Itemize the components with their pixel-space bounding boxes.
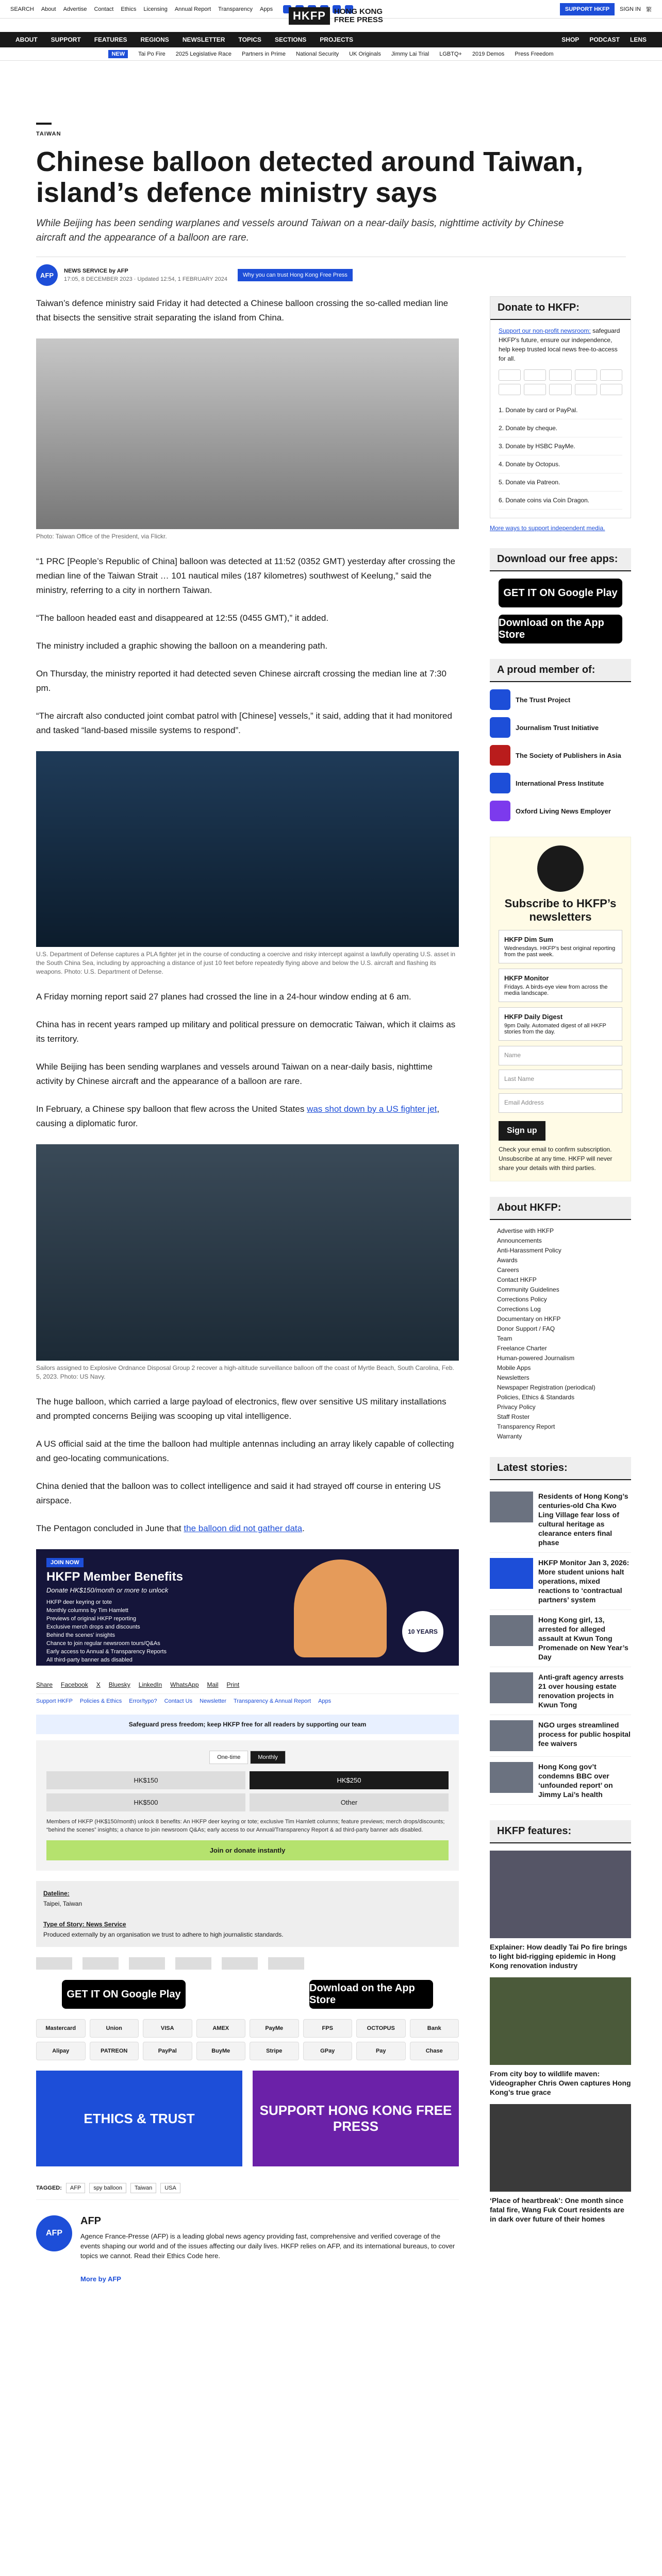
article-category[interactable]: TAIWAN bbox=[36, 131, 61, 137]
member-logo[interactable]: The Society of Publishers in Asia bbox=[490, 745, 631, 766]
paragraph: Taiwan’s defence ministry said Friday it had detected a Chinese balloon crossing the so-called median line that bisects the sensitive strait separating the island from China. bbox=[36, 298, 449, 323]
author-avatar[interactable]: AFP bbox=[36, 264, 58, 286]
info-link[interactable]: Contact Us bbox=[164, 1698, 193, 1704]
newsletter-heading: Subscribe to HKFP’s newsletters bbox=[504, 897, 617, 923]
share-bluesky[interactable]: Bluesky bbox=[108, 1681, 130, 1688]
signin-link[interactable]: SIGN IN bbox=[620, 6, 641, 12]
site-logo[interactable]: HKFP HONG KONG FREE PRESS bbox=[289, 0, 383, 32]
main-nav bbox=[0, 32, 662, 47]
author-box bbox=[36, 2215, 459, 2297]
trending-link[interactable]: Jimmy Lai Trial bbox=[391, 50, 429, 57]
google-play-button[interactable]: GET IT ON Google Play bbox=[499, 579, 622, 607]
anniversary-badge: 10 YEARS bbox=[402, 1611, 443, 1652]
payment-logo[interactable]: Union bbox=[90, 2019, 139, 2038]
app-store-button[interactable]: Download on the App Store bbox=[309, 1980, 433, 2009]
apps-heading: Download our free apps: bbox=[490, 548, 631, 571]
paragraph: The ministry included a graphic showing the balloon on a meandering path. bbox=[36, 641, 328, 651]
about-list: Advertise with HKFP Announcements Anti-Harassment Policy Awards Careers Contact HKFP Community Guidelines Corrections Policy Corrections Log Documentary on HKFP Donor Support / FAQ Team Freelance Charter Human-powered Journalism Mobile Apps Newsletters Newspaper Registration (periodical) Policies, Ethics & Standards Privacy Policy Staff Roster Transparency Report Warranty bbox=[497, 1227, 595, 1440]
feature-image[interactable] bbox=[490, 1851, 631, 1938]
feature-image[interactable] bbox=[490, 1977, 631, 2065]
newsletter-option[interactable]: HKFP Daily Digest 9pm Daily. Automated digest of all HKFP stories from the day. bbox=[499, 1007, 622, 1041]
paragraph: A US official said at the time the balloon had multiple antennas including an array likely capable of collecting and geo-locating communications. bbox=[36, 1439, 454, 1463]
paragraph: While Beijing has been sending warplanes and vessels around Taiwan on a near-daily basis, nighttime activity by Chinese aircraft and the appearance of a balloon are rare. bbox=[36, 1062, 433, 1086]
author-avatar[interactable]: AFP bbox=[36, 2215, 72, 2251]
newsletter-option[interactable]: HKFP Dim Sum Wednesdays. HKFP's best original reporting from the past week. bbox=[499, 930, 622, 963]
trending-link[interactable]: 2019 Demos bbox=[472, 50, 505, 57]
trending-link[interactable]: UK Originals bbox=[349, 50, 381, 57]
members-heading: A proud member of: bbox=[490, 659, 631, 682]
author-bio: Agence France-Presse (AFP) is a leading global news agency providing fast, comprehensive and verified coverage of the events shaping our world and of the issues affecting our daily lives. HKFP relies on AFP, and its international bureaus, to cover topics we cannot. Read their Ethics Code here. bbox=[80, 2232, 455, 2260]
trending-bar bbox=[0, 47, 662, 61]
banner-title: HKFP Member Benefits bbox=[46, 1570, 183, 1584]
share-linkedin[interactable]: LinkedIn bbox=[138, 1681, 162, 1688]
byline bbox=[36, 257, 626, 286]
trust-logo[interactable] bbox=[175, 1957, 211, 1970]
amount-option[interactable]: HK$150 bbox=[46, 1771, 245, 1789]
latest-story[interactable]: HKFP Monitor Jan 3, 2026: More student unions halt operations, mixed reactions to ‘contractual partners’ system bbox=[490, 1553, 631, 1610]
trending-link[interactable]: 2025 Legislative Race bbox=[175, 50, 231, 57]
nav-item[interactable]: PODCAST bbox=[589, 36, 620, 43]
tag[interactable]: USA bbox=[160, 2183, 180, 2193]
latest-story[interactable]: Hong Kong girl, 13, arrested for alleged assault at Kwun Tong Promenade on New Year’s Day bbox=[490, 1610, 631, 1667]
more-ways-link[interactable]: More ways to support independent media. bbox=[490, 524, 605, 532]
paragraph: “The balloon headed east and disappeared at 12:55 (0455 GMT),” it added. bbox=[36, 613, 329, 623]
donate-step[interactable]: 6. Donate coins via Coin Dragon. bbox=[499, 492, 622, 510]
signup-button[interactable]: Sign up bbox=[499, 1121, 545, 1141]
top-link[interactable]: Advertise bbox=[63, 6, 87, 12]
amount-option[interactable]: HK$250 bbox=[250, 1771, 449, 1789]
nav-item[interactable]: SHOP bbox=[561, 36, 580, 43]
trust-logo[interactable] bbox=[82, 1957, 119, 1970]
paragraph: “The aircraft also conducted joint combat patrol with [Chinese] vessels,” it said, adding that it had monitored and tasked “land-based missile systems to respond”. bbox=[36, 711, 452, 735]
info-link[interactable]: Error/typo? bbox=[129, 1698, 157, 1704]
info-link[interactable]: Apps bbox=[318, 1698, 332, 1704]
signup-note: Check your email to confirm subscription. Unsubscribe at any time. HKFP will never share your details with third parties. bbox=[499, 1146, 613, 1172]
info-link[interactable]: Support HKFP bbox=[36, 1698, 73, 1704]
payment-logo[interactable]: FPS bbox=[303, 2019, 353, 2038]
payment-logo[interactable]: Mastercard bbox=[36, 2019, 86, 2038]
info-link[interactable]: Policies & Ethics bbox=[79, 1698, 122, 1704]
trust-logo[interactable] bbox=[129, 1957, 165, 1970]
nav-item[interactable]: PROJECTS bbox=[320, 36, 353, 43]
benefit-list: HKFP deer keyring or tote Monthly columns by Tim Hamlett Previews of original HKFP reporting Exclusive merch drops and discounts Behind the scenes' insights Chance to join regular newsroom tours/Q&As Early access to Annual & Transparency Reports All third-party banner ads disabled bbox=[46, 1599, 167, 1663]
donate-step[interactable]: 2. Donate by cheque. bbox=[499, 419, 622, 437]
trending-link[interactable]: LGBTQ+ bbox=[439, 50, 462, 57]
trending-link[interactable]: Partners in Prime bbox=[241, 50, 286, 57]
search-link[interactable]: SEARCH bbox=[10, 6, 34, 12]
nav-item[interactable]: ABOUT bbox=[15, 36, 38, 43]
donate-widget: Donate to HKFP: Support our non-profit newsroom: safeguard HKFP's future, ensure our independence, help keep trusted local news free-to-access for all. 1. Donate by card or PayPal. 2. Donate by cheque. 3. Donate by HSBC PayMe. 4. Donate by Octopus. 5. Donate via Patreon. 6. Donate coins via Coin Dragon. bbox=[490, 296, 631, 518]
author-name[interactable]: AFP bbox=[80, 2215, 101, 2227]
photo-caption: U.S. Department of Defense captures a PLA fighter jet in the course of conducting a coercive and risky intercept against a lawfully operating U.S. asset in the South China Sea, including by approaching a distance of just 10 feet before repeatedly flying above and below the U.S. aircraft and flashing its weapons. Photo: U.S. Department of Defense. bbox=[36, 951, 456, 975]
paragraph: A Friday morning report said 27 planes had crossed the line in a 24-hour window ending at 6 am. bbox=[36, 992, 411, 1002]
payment-logo[interactable]: AMEX bbox=[196, 2019, 246, 2038]
nav-item[interactable]: FEATURES bbox=[94, 36, 127, 43]
donate-link[interactable]: Support our non-profit newsroom: bbox=[499, 327, 591, 334]
trust-logo[interactable] bbox=[36, 1957, 72, 1970]
amount-option[interactable]: Other bbox=[250, 1793, 449, 1811]
member-benefits-banner[interactable] bbox=[36, 1549, 459, 1666]
latest-story[interactable]: Anti-graft agency arrests 21 over housing estate renovation projects in Kwun Tong bbox=[490, 1667, 631, 1715]
donate-heading: Donate to HKFP: bbox=[490, 297, 631, 320]
trending-link[interactable]: Tai Po Fire bbox=[138, 50, 166, 57]
trust-logos bbox=[36, 1957, 459, 1970]
paragraph: The huge balloon, which carried a large payload of electronics, flew over sensitive US military installations and prompted concerns Beijing was scooping up vital intelligence. bbox=[36, 1397, 446, 1421]
payment-logo[interactable]: Bank bbox=[410, 2019, 459, 2038]
donate-step[interactable]: 1. Donate by card or PayPal. bbox=[499, 401, 622, 419]
flags-photo bbox=[36, 338, 459, 529]
nav-item[interactable]: NEWSLETTER bbox=[182, 36, 225, 43]
tab-monthly[interactable]: Monthly bbox=[250, 1751, 286, 1764]
lang-switch[interactable]: 繁 bbox=[646, 6, 652, 13]
latest-heading: Latest stories: bbox=[490, 1457, 631, 1480]
payment-logo[interactable]: BuyMe bbox=[196, 2042, 246, 2060]
payment-logo[interactable]: OCTOPUS bbox=[356, 2019, 406, 2038]
newsletter-icon bbox=[537, 845, 584, 892]
nav-item[interactable]: SUPPORT bbox=[51, 36, 81, 43]
share-label: Share bbox=[36, 1681, 53, 1688]
donate-note: Members of HKFP (HK$150/month) unlock 8 benefits: An HKFP deer keyring or tote; exclusive Tim Hamlett columns; feature previews; merch drops/discounts; “behind the scenes” insights; a chance to join newsroom Q&As; early access to our Annual/Transparency Report & ad third-party banner ads disabled. bbox=[46, 1819, 445, 1833]
byline-dates: 17:05, 8 DECEMBER 2023 · Updated 12:54, 1 FEBRUARY 2024 bbox=[64, 276, 227, 282]
latest-story[interactable]: NGO urges streamlined process for public hospital fee waivers bbox=[490, 1715, 631, 1757]
payment-logo[interactable]: VISA bbox=[143, 2019, 192, 2038]
payment-logo[interactable]: PATREON bbox=[90, 2042, 139, 2060]
google-play-button[interactable]: GET IT ON Google Play bbox=[62, 1980, 186, 2009]
donate-step[interactable]: 3. Donate by HSBC PayMe. bbox=[499, 437, 622, 455]
article-deck: While Beijing has been sending warplanes and vessels around Taiwan on a near-daily basis, nighttime activity by Chinese aircraft and the appearance of a balloon are rare. bbox=[36, 218, 564, 243]
tag[interactable]: AFP bbox=[66, 2183, 85, 2193]
feature-title[interactable]: ‘Place of heartbreak’: One month since fatal fire, Wang Fuk Court residents are in dark over future of their homes bbox=[490, 2196, 624, 2223]
paragraph: China has in recent years ramped up military and political pressure on democratic Taiwan, which it claims as its territory. bbox=[36, 1020, 456, 1044]
jet-photo bbox=[36, 751, 459, 947]
name-field[interactable]: Name bbox=[499, 1046, 622, 1065]
top-link[interactable]: Transparency bbox=[218, 6, 253, 12]
donate-button[interactable]: Join or donate instantly bbox=[46, 1840, 449, 1860]
payment-logo[interactable]: GPay bbox=[303, 2042, 353, 2060]
top-link[interactable]: About bbox=[41, 6, 56, 12]
share-facebook[interactable]: Facebook bbox=[61, 1681, 88, 1688]
amount-option[interactable]: HK$500 bbox=[46, 1793, 245, 1811]
payment-logo[interactable]: Stripe bbox=[250, 2042, 299, 2060]
paragraph: On Thursday, the ministry reported it had detected seven Chinese aircraft crossing the median line at 7:30 pm. bbox=[36, 669, 446, 693]
more-by-link[interactable]: More by AFP bbox=[80, 2275, 121, 2283]
trust-button[interactable]: Why you can trust Hong Kong Free Press bbox=[238, 269, 353, 281]
sidebar bbox=[490, 296, 631, 2297]
app-store-button[interactable]: Download on the App Store bbox=[499, 615, 622, 643]
tag[interactable]: spy balloon bbox=[89, 2183, 126, 2193]
paragraph: “1 PRC [People’s Republic of China] balloon was detected at 11:52 (0352 GMT) yesterday after crossing the median line of the Taiwan Strait … 101 nautical miles (187 kilometres) southwest of Keelung,” said the ministry, referring to a city in northern Taiwan. bbox=[36, 556, 455, 595]
member-logo[interactable]: International Press Institute bbox=[490, 773, 631, 793]
payment-logo[interactable]: PayPal bbox=[143, 2042, 192, 2060]
ethics-ad[interactable]: ETHICS & TRUST bbox=[36, 2071, 242, 2166]
latest-story[interactable]: Hong Kong gov’t condemns BBC over ‘unfounded report’ on Jimmy Lai’s health bbox=[490, 1757, 631, 1805]
payment-logo[interactable]: Alipay bbox=[36, 2042, 86, 2060]
share-print[interactable]: Print bbox=[226, 1681, 240, 1688]
feature-image[interactable] bbox=[490, 2104, 631, 2192]
paragraph: China denied that the balloon was to collect intelligence and said it had strayed off course in entering US airspace. bbox=[36, 1481, 441, 1505]
latest-story[interactable]: Residents of Hong Kong’s centuries-old Cha Kwo Ling Village fear loss of cultural heritage as clearance enters final phase bbox=[490, 1486, 631, 1553]
member-logo[interactable]: The Trust Project bbox=[490, 689, 631, 710]
donate-step[interactable]: 4. Donate by Octopus. bbox=[499, 455, 622, 473]
top-link[interactable]: Apps bbox=[260, 6, 273, 12]
paragraph: In February, a Chinese spy balloon that flew across the United States was shot down by a US fighter jet, causing a diplomatic furor. bbox=[36, 1104, 440, 1128]
donate-step[interactable]: 5. Donate via Patreon. bbox=[499, 473, 622, 492]
utility-bar bbox=[0, 0, 662, 24]
balloon-photo bbox=[36, 1144, 459, 1361]
feature-title[interactable]: Explainer: How deadly Tai Po fire brings to light bid-rigging epidemic in Hong Kong renovation industry bbox=[490, 1943, 627, 1970]
newsletter-option[interactable]: HKFP Monitor Fridays. A birds-eye view from across the media landscape. bbox=[499, 969, 622, 1002]
donate-panel bbox=[36, 1740, 459, 1871]
features-widget bbox=[490, 1820, 631, 2224]
top-link[interactable]: Licensing bbox=[143, 6, 168, 12]
info-link[interactable]: Newsletter bbox=[200, 1698, 227, 1704]
member-logo[interactable]: Journalism Trust Initiative bbox=[490, 717, 631, 738]
category-rule bbox=[36, 123, 52, 125]
features-heading: HKFP features: bbox=[490, 1820, 631, 1843]
feature-title[interactable]: From city boy to wildlife maven: Videographer Chris Owen captures Hong Kong’s true grace bbox=[490, 2070, 631, 2096]
nav-item[interactable]: SECTIONS bbox=[274, 36, 307, 43]
nav-item[interactable]: LENS bbox=[630, 36, 647, 43]
nav-item[interactable]: TOPICS bbox=[238, 36, 261, 43]
payment-logos bbox=[36, 2019, 459, 2060]
tab-one-time[interactable]: One-time bbox=[209, 1751, 248, 1764]
join-badge: JOIN NOW bbox=[46, 1558, 84, 1567]
new-badge: NEW bbox=[108, 50, 128, 58]
photo-caption: Photo: Taiwan Office of the President, via Flickr. bbox=[36, 533, 167, 540]
article-body bbox=[36, 296, 459, 2297]
about-heading: About HKFP: bbox=[490, 1197, 631, 1220]
last-name-field[interactable]: Last Name bbox=[499, 1070, 622, 1089]
email-field[interactable]: Email Address bbox=[499, 1093, 622, 1113]
share-bar bbox=[36, 1676, 459, 1694]
pay-icons bbox=[499, 369, 622, 395]
top-link[interactable]: Annual Report bbox=[174, 6, 211, 12]
trust-logo[interactable] bbox=[268, 1957, 304, 1970]
deer-mascot bbox=[294, 1560, 387, 1657]
trust-logo[interactable] bbox=[222, 1957, 258, 1970]
top-link[interactable]: Contact bbox=[94, 6, 114, 12]
share-x[interactable]: X bbox=[96, 1681, 101, 1688]
inline-link[interactable]: the balloon did not gather data bbox=[184, 1523, 303, 1533]
share-whatsapp[interactable]: WhatsApp bbox=[170, 1681, 199, 1688]
support-button[interactable]: SUPPORT HKFP bbox=[560, 3, 615, 15]
info-link[interactable]: Transparency & Annual Report bbox=[234, 1698, 311, 1704]
trending-link[interactable]: Press Freedom bbox=[515, 50, 554, 57]
payment-logo[interactable]: PayMe bbox=[250, 2019, 299, 2038]
tag[interactable]: Taiwan bbox=[130, 2183, 156, 2193]
top-link[interactable]: Ethics bbox=[121, 6, 137, 12]
banner-sub: Donate HK$150/month or more to unlock bbox=[46, 1586, 169, 1594]
newsletter-widget bbox=[490, 837, 631, 1181]
nav-item[interactable]: REGIONS bbox=[140, 36, 169, 43]
payment-logo[interactable]: Pay bbox=[356, 2042, 406, 2060]
byline-author[interactable]: NEWS SERVICE by AFP bbox=[64, 268, 128, 274]
trending-link[interactable]: National Security bbox=[295, 50, 339, 57]
story-meta: Dateline: Taipei, Taiwan Type of Story: News Service Produced externally by an organisation we trust to adhere to high journalistic standards. bbox=[36, 1881, 459, 1947]
inline-link[interactable]: was shot down by a US fighter jet bbox=[307, 1104, 437, 1114]
paragraph: The Pentagon concluded in June that the balloon did not gather data. bbox=[36, 1523, 305, 1533]
member-logo[interactable]: Oxford Living News Employer bbox=[490, 801, 631, 821]
tag-list: TAGGED: AFP spy balloon Taiwan USA bbox=[36, 2177, 459, 2200]
photo-caption: Sailors assigned to Explosive Ordnance Disposal Group 2 recover a high-altitude surveillance balloon off the coast of Myrtle Beach, South Carolina, Feb. 5, 2023. Photo: US Navy. bbox=[36, 1364, 454, 1380]
article-title: Chinese balloon detected around Taiwan, island’s defence ministry says bbox=[36, 146, 584, 208]
support-ad[interactable]: SUPPORT HONG KONG FREE PRESS bbox=[253, 2071, 459, 2166]
info-links bbox=[36, 1694, 459, 1708]
share-mail[interactable]: Mail bbox=[207, 1681, 219, 1688]
payment-logo[interactable]: Chase bbox=[410, 2042, 459, 2060]
donate-bar[interactable]: Safeguard press freedom; keep HKFP free for all readers by supporting our team bbox=[36, 1715, 459, 1734]
